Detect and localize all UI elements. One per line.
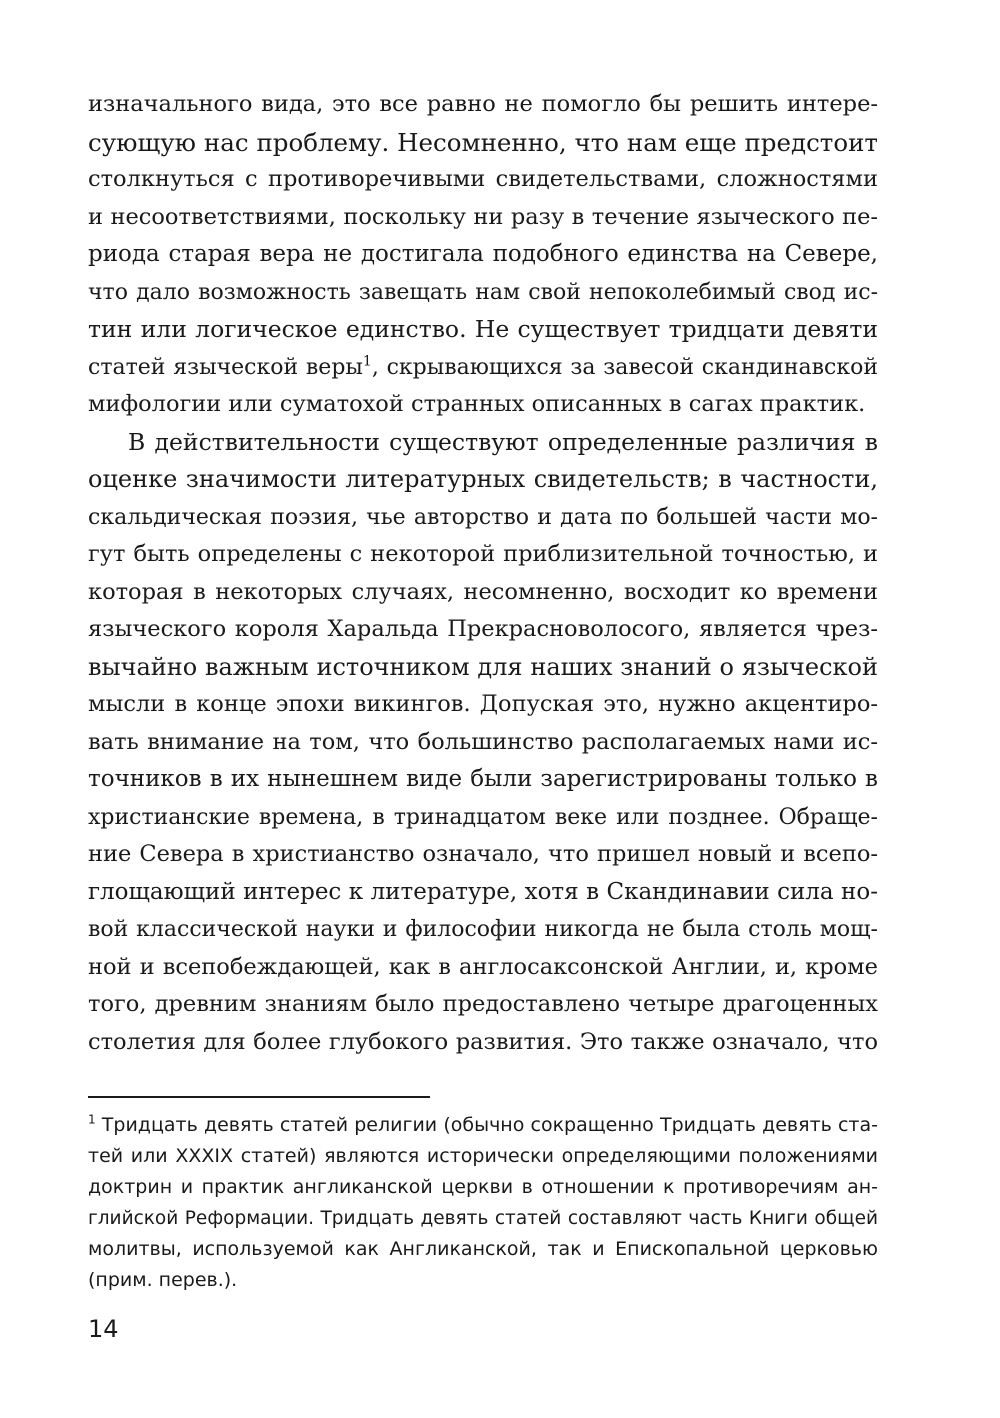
footnote-line: доктрин и практик англиканской церкви в отношении к противоречиям ан-: [88, 1176, 878, 1198]
main-text: [88, 86, 878, 1061]
footnote-divider: [88, 1096, 430, 1098]
text-line: гут быть определены с некоторой приблизительной точностью, и: [88, 541, 878, 567]
footnote-line: молитвы, используемой как Англиканской, так и Епископальной церковью: [88, 1238, 878, 1260]
text-line: оценке значимости литературных свидетельств; в частности,: [88, 465, 878, 493]
text-line: что дало возможность завещать нам свой непоколебимый свод ис-: [88, 279, 878, 305]
text-line: скальдическая поэзия, чье авторство и дата по большей части мо-: [88, 504, 878, 530]
text-line: христианские времена, в тринадцатом веке или позднее. Обраще-: [88, 804, 878, 830]
text-line: риода старая вера не достигала подобного единства на Севере,: [88, 241, 878, 267]
text-segment: , скрывающихся за завесой скандинавской: [371, 354, 878, 380]
text-line: [88, 349, 878, 387]
text-line: ной и всепобеждающей, как в англосаксонской Англии, и, кроме: [88, 953, 878, 980]
footnote: [88, 1110, 878, 1296]
footnote-reference[interactable]: 1: [362, 353, 372, 370]
page-number: 14: [88, 1315, 119, 1343]
footnote-marker: 1: [88, 1112, 96, 1127]
text-line: столетия для более глубокого развития. Это также означало, что: [88, 1028, 878, 1055]
text-line: того, древним знаниям было предоставлено четыре драгоценных: [88, 991, 878, 1017]
text-segment: статей языческой веры: [88, 354, 363, 380]
text-line: которая в некоторых случаях, несомненно, восходит ко времени: [88, 578, 878, 605]
text-line: языческого короля Харальда Прекрасноволосого, является чрез-: [88, 616, 878, 642]
text-line: вычайно важным источником для наших знаний о языческой: [88, 652, 878, 681]
text-line: вать внимание на том, что большинство располагаемых нами ис-: [88, 728, 878, 755]
text-line: столкнуться с противоречивыми свидетельствами, сложностями: [88, 166, 878, 192]
footnote-line: [88, 1110, 878, 1141]
text-line: глощающий интерес к литературе, хотя в Скандинавии сила но-: [88, 878, 878, 905]
footnote-line: (прим. перев.).: [88, 1269, 238, 1291]
text-line: мысли в конце эпохи викингов. Допуская это, нужно акцентиро-: [88, 691, 878, 717]
text-line: вой классической науки и философии никогда не была столь мощ-: [88, 917, 878, 942]
text-line: тин или логическое единство. Не существует тридцати девяти: [88, 315, 878, 343]
text-line: мифологии или суматохой странных описанных в сагах практик.: [88, 391, 866, 417]
footnote-line: глийской Реформации. Тридцать девять статей составляют часть Книги общей: [88, 1208, 878, 1229]
text-segment: Тридцать девять статей религии (обычно сокращенно Тридцать девять ста-: [95, 1114, 878, 1136]
paragraph-start-line: В действительности существуют определенные различия в: [128, 427, 878, 456]
text-line: изначального вида, это все равно не помогло бы решить интере-: [88, 91, 878, 117]
footnote-line: тей или XXXIX статей) являются исторически определяющими положениями: [88, 1145, 878, 1167]
text-line: ние Севера в христианство означало, что пришел новый и всепо-: [88, 841, 878, 867]
text-line: точников в их нынешнем виде были зарегистрированы только в: [88, 766, 878, 792]
text-line: и несоответствиями, поскольку ни разу в течение языческого пе-: [88, 203, 878, 230]
text-line: сующую нас проблему. Несомненно, что нам еще предстоит: [88, 127, 878, 157]
